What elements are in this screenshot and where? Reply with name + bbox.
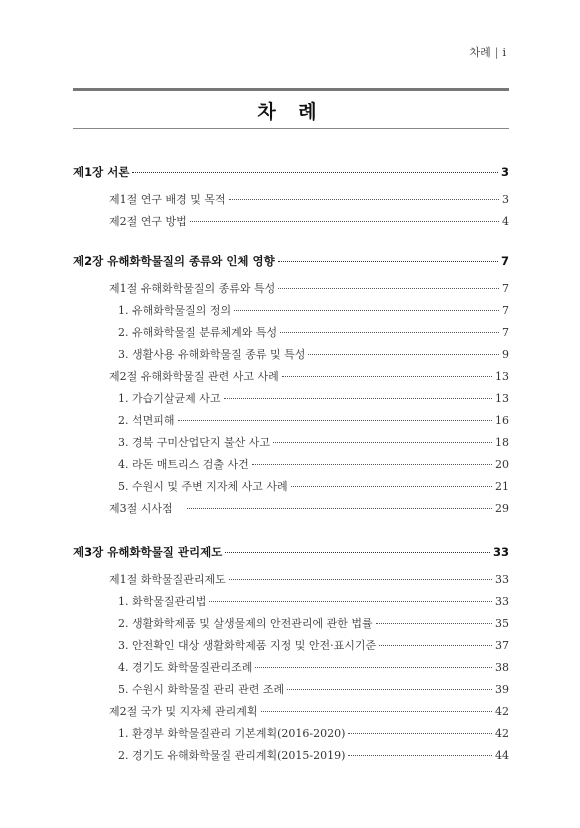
toc-entry-page: 9	[502, 348, 509, 361]
toc-entry-page: 13	[495, 392, 509, 405]
toc-entry-label: 2. 유해화학물질 분류체계와 특성	[118, 326, 278, 339]
toc-entry-page: 38	[495, 661, 509, 674]
toc-chapter-row[interactable]	[73, 164, 509, 180]
dot-leader	[287, 689, 492, 690]
toc-entry-label: 제1절 연구 배경 및 목적	[109, 193, 226, 206]
toc-entry-label: 1. 환경부 화학물질관리 기본계획(2016-2020)	[118, 727, 346, 740]
dot-leader	[252, 464, 492, 465]
toc-entry-label: 4. 라돈 매트리스 검출 사건	[118, 458, 249, 471]
toc-entry-label: 5. 수원시 화학물질 관리 관련 조례	[118, 683, 285, 696]
toc-entry-label: 제2절 유해화학물질 관련 사고 사례	[109, 370, 279, 383]
toc-entry-page: 21	[495, 480, 509, 493]
page-title: 차 례	[257, 101, 325, 123]
toc-entry-label: 3. 안전확인 대상 생활화학제품 지정 및 안전·표시기준	[118, 639, 377, 652]
toc-item-row[interactable]	[118, 659, 509, 675]
toc-entry-page: 7	[502, 282, 509, 295]
toc-entry-label: 2. 석면피해	[118, 414, 175, 427]
toc-entry-label: 2. 경기도 유해화학물질 관리계획(2015-2019)	[118, 749, 346, 762]
title-bottom-rule	[73, 128, 509, 129]
toc-entry-label: 제2절 국가 및 지자체 관리계획	[109, 705, 258, 718]
toc-entry-page: 20	[495, 458, 509, 471]
toc-chapter-row[interactable]	[73, 544, 509, 560]
toc-section-row[interactable]	[109, 368, 509, 384]
dot-leader	[255, 667, 492, 668]
toc-entry-label: 제3절 시사점	[109, 502, 173, 515]
dot-leader	[348, 733, 492, 734]
dot-leader	[234, 310, 499, 311]
toc-entry-label: 제1절 유해화학물질의 종류와 특성	[109, 282, 276, 295]
toc-entry-label: 1. 가습기살균제 사고	[118, 392, 221, 405]
dot-leader	[278, 261, 498, 262]
dot-leader	[229, 199, 499, 200]
toc-item-row[interactable]	[118, 637, 509, 653]
toc-entry-label: 5. 수원시 및 주변 지자체 사고 사례	[118, 480, 288, 493]
dot-leader	[379, 645, 492, 646]
toc-section-row[interactable]	[109, 213, 509, 229]
toc-entry-page: 42	[495, 705, 509, 718]
toc-entry-label: 1. 유해화학물질의 정의	[118, 304, 232, 317]
toc-item-row[interactable]	[118, 615, 509, 631]
dot-leader	[282, 376, 492, 377]
toc-entry-page: 44	[495, 749, 509, 762]
dot-leader	[261, 711, 493, 712]
toc-section-row[interactable]	[109, 500, 509, 516]
page-number: i	[502, 46, 506, 59]
toc-item-row[interactable]	[118, 434, 509, 450]
dot-leader	[209, 601, 492, 602]
toc-entry-page: 35	[495, 617, 509, 630]
toc-entry-page: 39	[495, 683, 509, 696]
toc-entry-label: 제3장 유해화학물질 관리제도	[73, 545, 223, 559]
dot-leader	[178, 420, 493, 421]
dot-leader	[224, 398, 493, 399]
dot-leader	[291, 486, 492, 487]
toc-entry-page: 16	[495, 414, 509, 427]
dot-leader	[278, 288, 499, 289]
header-separator: |	[494, 46, 499, 59]
dot-leader	[348, 755, 492, 756]
dot-leader	[225, 552, 490, 553]
toc-entry-label: 3. 경북 구미산업단지 불산 사고	[118, 436, 270, 449]
toc-chapter-row[interactable]	[73, 253, 509, 269]
dot-leader	[187, 508, 492, 509]
toc-section-row[interactable]	[109, 703, 509, 719]
toc-entry-page: 3	[500, 165, 509, 179]
toc-entry-label: 2. 생활화학제품 및 살생물제의 안전관리에 관한 법률	[118, 617, 373, 630]
toc-item-row[interactable]	[118, 346, 509, 362]
dot-leader	[308, 354, 499, 355]
toc-entry-page: 4	[502, 215, 509, 228]
toc-entry-page: 18	[495, 436, 509, 449]
toc-entry-page: 13	[495, 370, 509, 383]
toc-item-row[interactable]	[118, 390, 509, 406]
toc-item-row[interactable]	[118, 681, 509, 697]
toc-entry-label: 제2장 유해화학물질의 종류와 인체 영향	[73, 254, 275, 268]
toc-section-row[interactable]	[109, 571, 509, 587]
title-top-rule	[73, 88, 509, 91]
toc-item-row[interactable]	[118, 478, 509, 494]
toc-entry-page: 33	[495, 573, 509, 586]
toc-entry-label: 3. 생활사용 유해화학물질 종류 및 특성	[118, 348, 306, 361]
toc-entry-label: 1. 화학물질관리법	[118, 595, 207, 608]
toc-item-row[interactable]	[118, 725, 509, 741]
toc-entry-label: 제2절 연구 방법	[109, 215, 187, 228]
dot-leader	[229, 579, 492, 580]
dot-leader	[376, 623, 492, 624]
toc-item-row[interactable]	[118, 412, 509, 428]
toc-entry-page: 37	[495, 639, 509, 652]
toc-entry-page: 3	[502, 193, 509, 206]
toc-section-row[interactable]	[109, 191, 509, 207]
toc-entry-page: 7	[502, 326, 509, 339]
toc-item-row[interactable]	[118, 456, 509, 472]
running-title: 차례	[469, 46, 491, 59]
dot-leader	[190, 221, 499, 222]
toc-item-row[interactable]	[118, 593, 509, 609]
running-header	[469, 44, 506, 60]
toc-entry-page: 33	[492, 545, 509, 559]
toc-entry-page: 42	[495, 727, 509, 740]
toc-entry-label: 제1장 서론	[73, 165, 130, 179]
dot-leader	[280, 332, 499, 333]
toc-entry-page: 7	[500, 254, 509, 268]
dot-leader	[273, 442, 492, 443]
toc-entry-label: 제1절 화학물질관리제도	[109, 573, 226, 586]
toc-entry-page: 7	[502, 304, 509, 317]
toc-item-row[interactable]	[118, 302, 509, 318]
toc-item-row[interactable]	[118, 747, 509, 763]
dot-leader	[132, 172, 498, 173]
toc-section-row[interactable]	[109, 280, 509, 296]
toc-entry-label: 4. 경기도 화학물질관리조례	[118, 661, 253, 674]
toc-item-row[interactable]	[118, 324, 509, 340]
toc-entry-page: 29	[495, 502, 509, 515]
toc-entry-page: 33	[495, 595, 509, 608]
